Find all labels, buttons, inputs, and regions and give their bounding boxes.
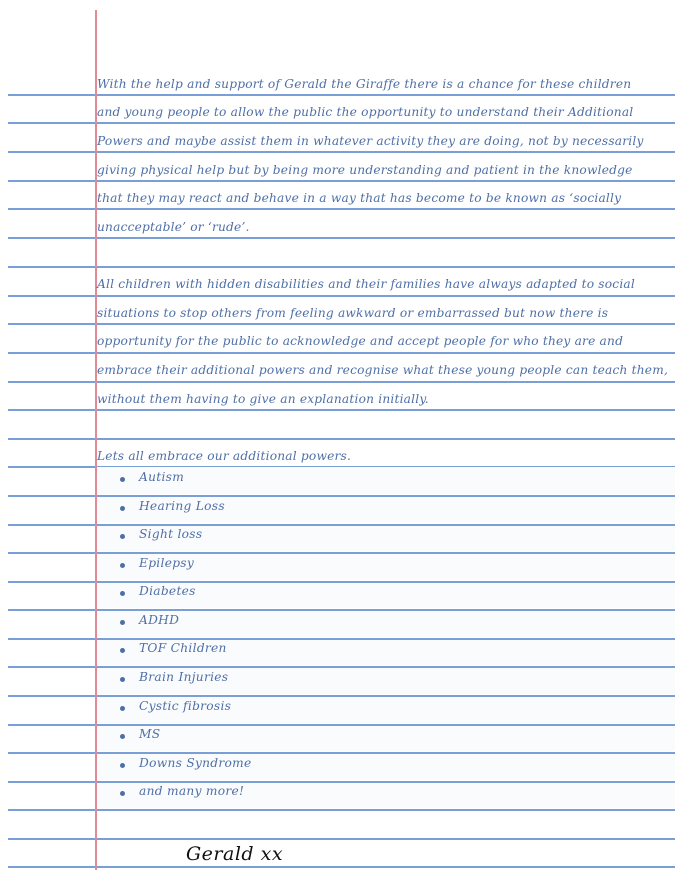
ruled-line [8, 752, 675, 754]
ruled-line [8, 781, 675, 783]
paragraph-1-line: unacceptable’ or ‘rude’. [97, 220, 250, 234]
ruled-line [8, 524, 675, 526]
bullet-row-bg [97, 610, 675, 637]
paragraph-1-line: With the help and support of Gerald the Giraffe there is a chance for these children [97, 77, 632, 91]
paragraph-2-line: embrace their additional powers and recognise what these young people can teach them, [97, 363, 669, 377]
bullet-dot [120, 477, 125, 482]
ruled-line [8, 180, 675, 182]
ruled-line [8, 809, 675, 811]
list-item: ADHD [139, 613, 180, 627]
list-item: Cystic fibrosis [139, 699, 232, 713]
bullet-dot [120, 763, 125, 768]
paragraph-1-line: and young people to allow the public the opportunity to understand their Additional [97, 105, 634, 119]
bullet-dot [120, 677, 125, 682]
paragraph-1-line: that they may react and behave in a way that has become to be known as ‘socially [97, 191, 622, 205]
bullet-dot [120, 706, 125, 711]
ruled-line [8, 122, 675, 124]
bullet-dot [120, 734, 125, 739]
paragraph-1-line: Powers and maybe assist them in whatever activity they are doing, not by necessarily [97, 134, 644, 148]
ruled-line [8, 323, 675, 325]
ruled-line [8, 438, 675, 440]
paragraph-2-line: without them having to give an explanation initially. [97, 392, 429, 406]
ruled-line [8, 352, 675, 354]
paragraph-2-line: All children with hidden disabilities and their families have always adapted to social [97, 277, 635, 291]
list-item: Autism [139, 470, 185, 484]
bullet-dot [120, 534, 125, 539]
bullet-dot [120, 506, 125, 511]
ruled-line [8, 495, 675, 497]
ruled-line [8, 695, 675, 697]
list-item: Downs Syndrome [139, 756, 252, 770]
ruled-line [8, 208, 675, 210]
ruled-line [8, 838, 675, 840]
list-item: Epilepsy [139, 556, 195, 570]
list-item: Hearing Loss [139, 499, 225, 513]
ruled-line [8, 666, 675, 668]
ruled-line [8, 295, 675, 297]
list-item: and many more! [139, 784, 245, 798]
bullet-dot [120, 791, 125, 796]
ruled-line [8, 866, 675, 868]
signature: Gerald xx [186, 843, 284, 865]
ruled-line [8, 409, 675, 411]
bullet-dot [120, 591, 125, 596]
bullet-row-bg [97, 724, 675, 751]
paragraph-1-line: giving physical help but by being more understanding and patient in the knowledge [97, 163, 633, 177]
bullet-dot [120, 563, 125, 568]
ruled-line [8, 609, 675, 611]
ruled-line [8, 266, 675, 268]
ruled-line [8, 381, 675, 383]
list-item: Brain Injuries [139, 670, 229, 684]
paragraph-2-line: situations to stop others from feeling awkward or embarrassed but now there is [97, 306, 609, 320]
bullet-dot [120, 620, 125, 625]
ruled-line [8, 552, 675, 554]
ruled-line [8, 237, 675, 239]
list-item: TOF Children [139, 641, 227, 655]
list-item: Diabetes [139, 584, 196, 598]
bullet-dot [120, 648, 125, 653]
ruled-line [8, 94, 675, 96]
list-item: Sight loss [139, 527, 203, 541]
ruled-line [8, 638, 675, 640]
list-item: MS [139, 727, 161, 741]
ruled-line [8, 151, 675, 153]
paragraph-2-line: opportunity for the public to acknowledge and accept people for who they are and [97, 334, 624, 348]
ruled-line [8, 724, 675, 726]
ruled-line [8, 581, 675, 583]
list-intro: Lets all embrace our additional powers. [97, 449, 352, 463]
